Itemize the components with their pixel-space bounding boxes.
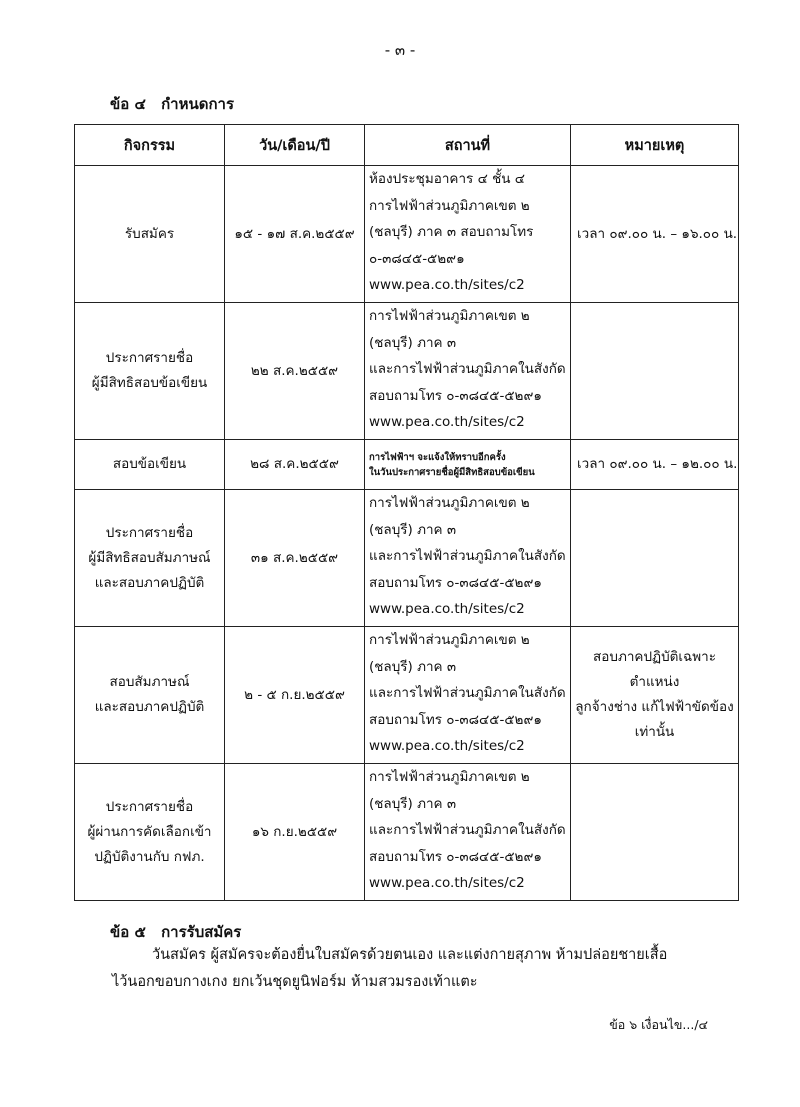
place-text: สอบถามโทร ๐-๓๘๔๕-๕๒๙๑ bbox=[369, 574, 542, 591]
remark-text: เวลา ๐๙.๐๐ น. – ๑๖.๐๐ น. bbox=[577, 225, 738, 242]
place-link[interactable]: www.pea.co.th/sites/c2 bbox=[369, 601, 525, 617]
section-5-title: การรับสมัคร bbox=[161, 923, 242, 941]
section-4-title: กำหนดการ bbox=[161, 95, 235, 113]
remark-text: เท่านั้น bbox=[634, 724, 675, 740]
place-text: ห้องประชุมอาคาร ๔ ชั้น ๔ bbox=[369, 171, 525, 187]
place-text: สอบถามโทร ๐-๓๘๔๕-๕๒๙๑ bbox=[369, 387, 542, 404]
place-link[interactable]: www.pea.co.th/sites/c2 bbox=[369, 875, 525, 891]
place-text: (ชลบุรี) ภาค ๓ bbox=[369, 658, 457, 675]
remark-cell bbox=[571, 166, 739, 303]
place-text: (ชลบุรี) ภาค ๓ bbox=[369, 521, 457, 538]
activity-text: รับสมัคร bbox=[124, 225, 175, 242]
activity-cell bbox=[75, 166, 225, 303]
header-date: วัน/เดือน/ปี bbox=[225, 125, 365, 166]
place-text: และการไฟฟ้าส่วนภูมิภาคในสังกัด bbox=[369, 361, 566, 377]
section-5-heading bbox=[110, 920, 241, 944]
remark-text: ลูกจ้างช่าง แก้ไฟฟ้าขัดข้อง bbox=[575, 699, 734, 715]
place-text: การไฟฟ้าฯ จะแจ้งให้ทราบอีกครั้ง bbox=[369, 451, 506, 463]
place-text: (ชลบุรี) ภาค ๓ bbox=[369, 795, 457, 812]
activity-text: ผู้มีสิทธิสอบข้อเขียน bbox=[91, 375, 208, 391]
table-header-row bbox=[75, 125, 739, 166]
activity-cell bbox=[75, 764, 225, 901]
page-number: - ๓ - bbox=[384, 41, 416, 59]
header-place: สถานที่ bbox=[365, 125, 571, 166]
place-text: การไฟฟ้าส่วนภูมิภาคเขต ๒ bbox=[369, 308, 530, 324]
place-text: การไฟฟ้าส่วนภูมิภาคเขต ๒ bbox=[369, 632, 530, 648]
table-row bbox=[75, 303, 739, 440]
remark-cell bbox=[571, 303, 739, 440]
place-link[interactable]: www.pea.co.th/sites/c2 bbox=[369, 414, 525, 430]
date-cell: ๑๖ ก.ย.๒๕๕๙ bbox=[225, 764, 365, 901]
activity-cell bbox=[75, 490, 225, 627]
remark-cell bbox=[571, 440, 739, 490]
activity-text: ประกาศรายชื่อ bbox=[105, 798, 194, 815]
place-text: การไฟฟ้าส่วนภูมิภาคเขต ๒ bbox=[369, 769, 530, 785]
place-text: การไฟฟ้าส่วนภูมิภาคเขต ๒ bbox=[369, 495, 530, 511]
activity-text: และสอบภาคปฏิบัติ bbox=[94, 699, 205, 715]
place-text: สอบถามโทร ๐-๓๘๔๕-๕๒๙๑ bbox=[369, 711, 542, 728]
activity-text: ผู้มีสิทธิสอบสัมภาษณ์ bbox=[88, 549, 211, 566]
table-row bbox=[75, 764, 739, 901]
place-text: และการไฟฟ้าส่วนภูมิภาคในสังกัด bbox=[369, 685, 566, 701]
remark-cell bbox=[571, 627, 739, 764]
activity-text: และสอบภาคปฏิบัติ bbox=[94, 574, 205, 591]
date-cell: ๒๒ ส.ค.๒๕๕๙ bbox=[225, 303, 365, 440]
table-row bbox=[75, 440, 739, 490]
schedule-table bbox=[74, 124, 739, 901]
section-4-heading bbox=[110, 92, 234, 116]
remark-cell bbox=[571, 490, 739, 627]
activity-cell bbox=[75, 627, 225, 764]
footer-continuation-note: ข้อ ๖ เงื่อนไข.../๔ bbox=[609, 1017, 708, 1032]
table-row bbox=[75, 627, 739, 764]
place-text: การไฟฟ้าส่วนภูมิภาคเขต ๒ bbox=[369, 197, 530, 214]
remark-text: สอบภาคปฏิบัติเฉพาะ bbox=[593, 649, 716, 665]
place-cell bbox=[365, 490, 571, 627]
place-cell bbox=[365, 303, 571, 440]
table-row bbox=[75, 166, 739, 303]
place-text: (ชลบุรี) ภาค ๓ สอบถามโทร bbox=[369, 224, 534, 240]
activity-text: ผู้ผ่านการคัดเลือกเข้า bbox=[87, 823, 212, 840]
place-cell bbox=[365, 440, 571, 490]
activity-text: สอบสัมภาษณ์ bbox=[109, 674, 190, 690]
place-text: และการไฟฟ้าส่วนภูมิภาคในสังกัด bbox=[369, 548, 566, 564]
date-cell: ๓๑ ส.ค.๒๕๕๙ bbox=[225, 490, 365, 627]
date-cell: ๒ - ๕ ก.ย.๒๕๕๙ bbox=[225, 627, 365, 764]
activity-text: ประกาศรายชื่อ bbox=[105, 524, 194, 541]
header-activity: กิจกรรม bbox=[75, 125, 225, 166]
activity-text: ปฏิบัติงานกับ กฟภ. bbox=[94, 848, 205, 865]
date-cell: ๒๘ ส.ค.๒๕๕๙ bbox=[225, 440, 365, 490]
table-row bbox=[75, 490, 739, 627]
section-5-paragraph-line-1: วันสมัคร ผู้สมัครจะต้องยื่นใบสมัครด้วยตนเอง และแต่งกายสุภาพ ห้ามปล่อยชายเสื้อ bbox=[152, 947, 668, 963]
place-text: (ชลบุรี) ภาค ๓ bbox=[369, 334, 457, 351]
section-4-number: ข้อ ๔ bbox=[110, 95, 146, 113]
activity-text: ประกาศรายชื่อ bbox=[105, 350, 194, 366]
date-cell: ๑๕ - ๑๗ ส.ค.๒๕๕๙ bbox=[225, 166, 365, 303]
place-text: ๐-๓๘๔๕-๕๒๙๑ bbox=[369, 250, 465, 267]
remark-text: เวลา ๐๙.๐๐ น. – ๑๒.๐๐ น. bbox=[577, 456, 738, 472]
place-cell bbox=[365, 166, 571, 303]
activity-text: สอบข้อเขียน bbox=[112, 456, 187, 472]
place-link[interactable]: www.pea.co.th/sites/c2 bbox=[369, 738, 525, 754]
place-text: ในวันประกาศรายชื่อผู้มีสิทธิสอบข้อเขียน bbox=[369, 466, 535, 478]
remark-text: ตำแหน่ง bbox=[629, 674, 680, 690]
section-5-number: ข้อ ๕ bbox=[110, 923, 146, 941]
place-text: และการไฟฟ้าส่วนภูมิภาคในสังกัด bbox=[369, 822, 566, 838]
place-link[interactable]: www.pea.co.th/sites/c2 bbox=[369, 277, 525, 293]
header-remark: หมายเหตุ bbox=[571, 125, 739, 166]
remark-cell bbox=[571, 764, 739, 901]
place-cell bbox=[365, 764, 571, 901]
section-5-paragraph-line-2: ไว้นอกขอบกางเกง ยกเว้นชุดยูนิฟอร์ม ห้ามสวมรองเท้าแตะ bbox=[112, 974, 478, 990]
place-cell bbox=[365, 627, 571, 764]
activity-cell bbox=[75, 303, 225, 440]
activity-cell bbox=[75, 440, 225, 490]
place-text: สอบถามโทร ๐-๓๘๔๕-๕๒๙๑ bbox=[369, 848, 542, 865]
